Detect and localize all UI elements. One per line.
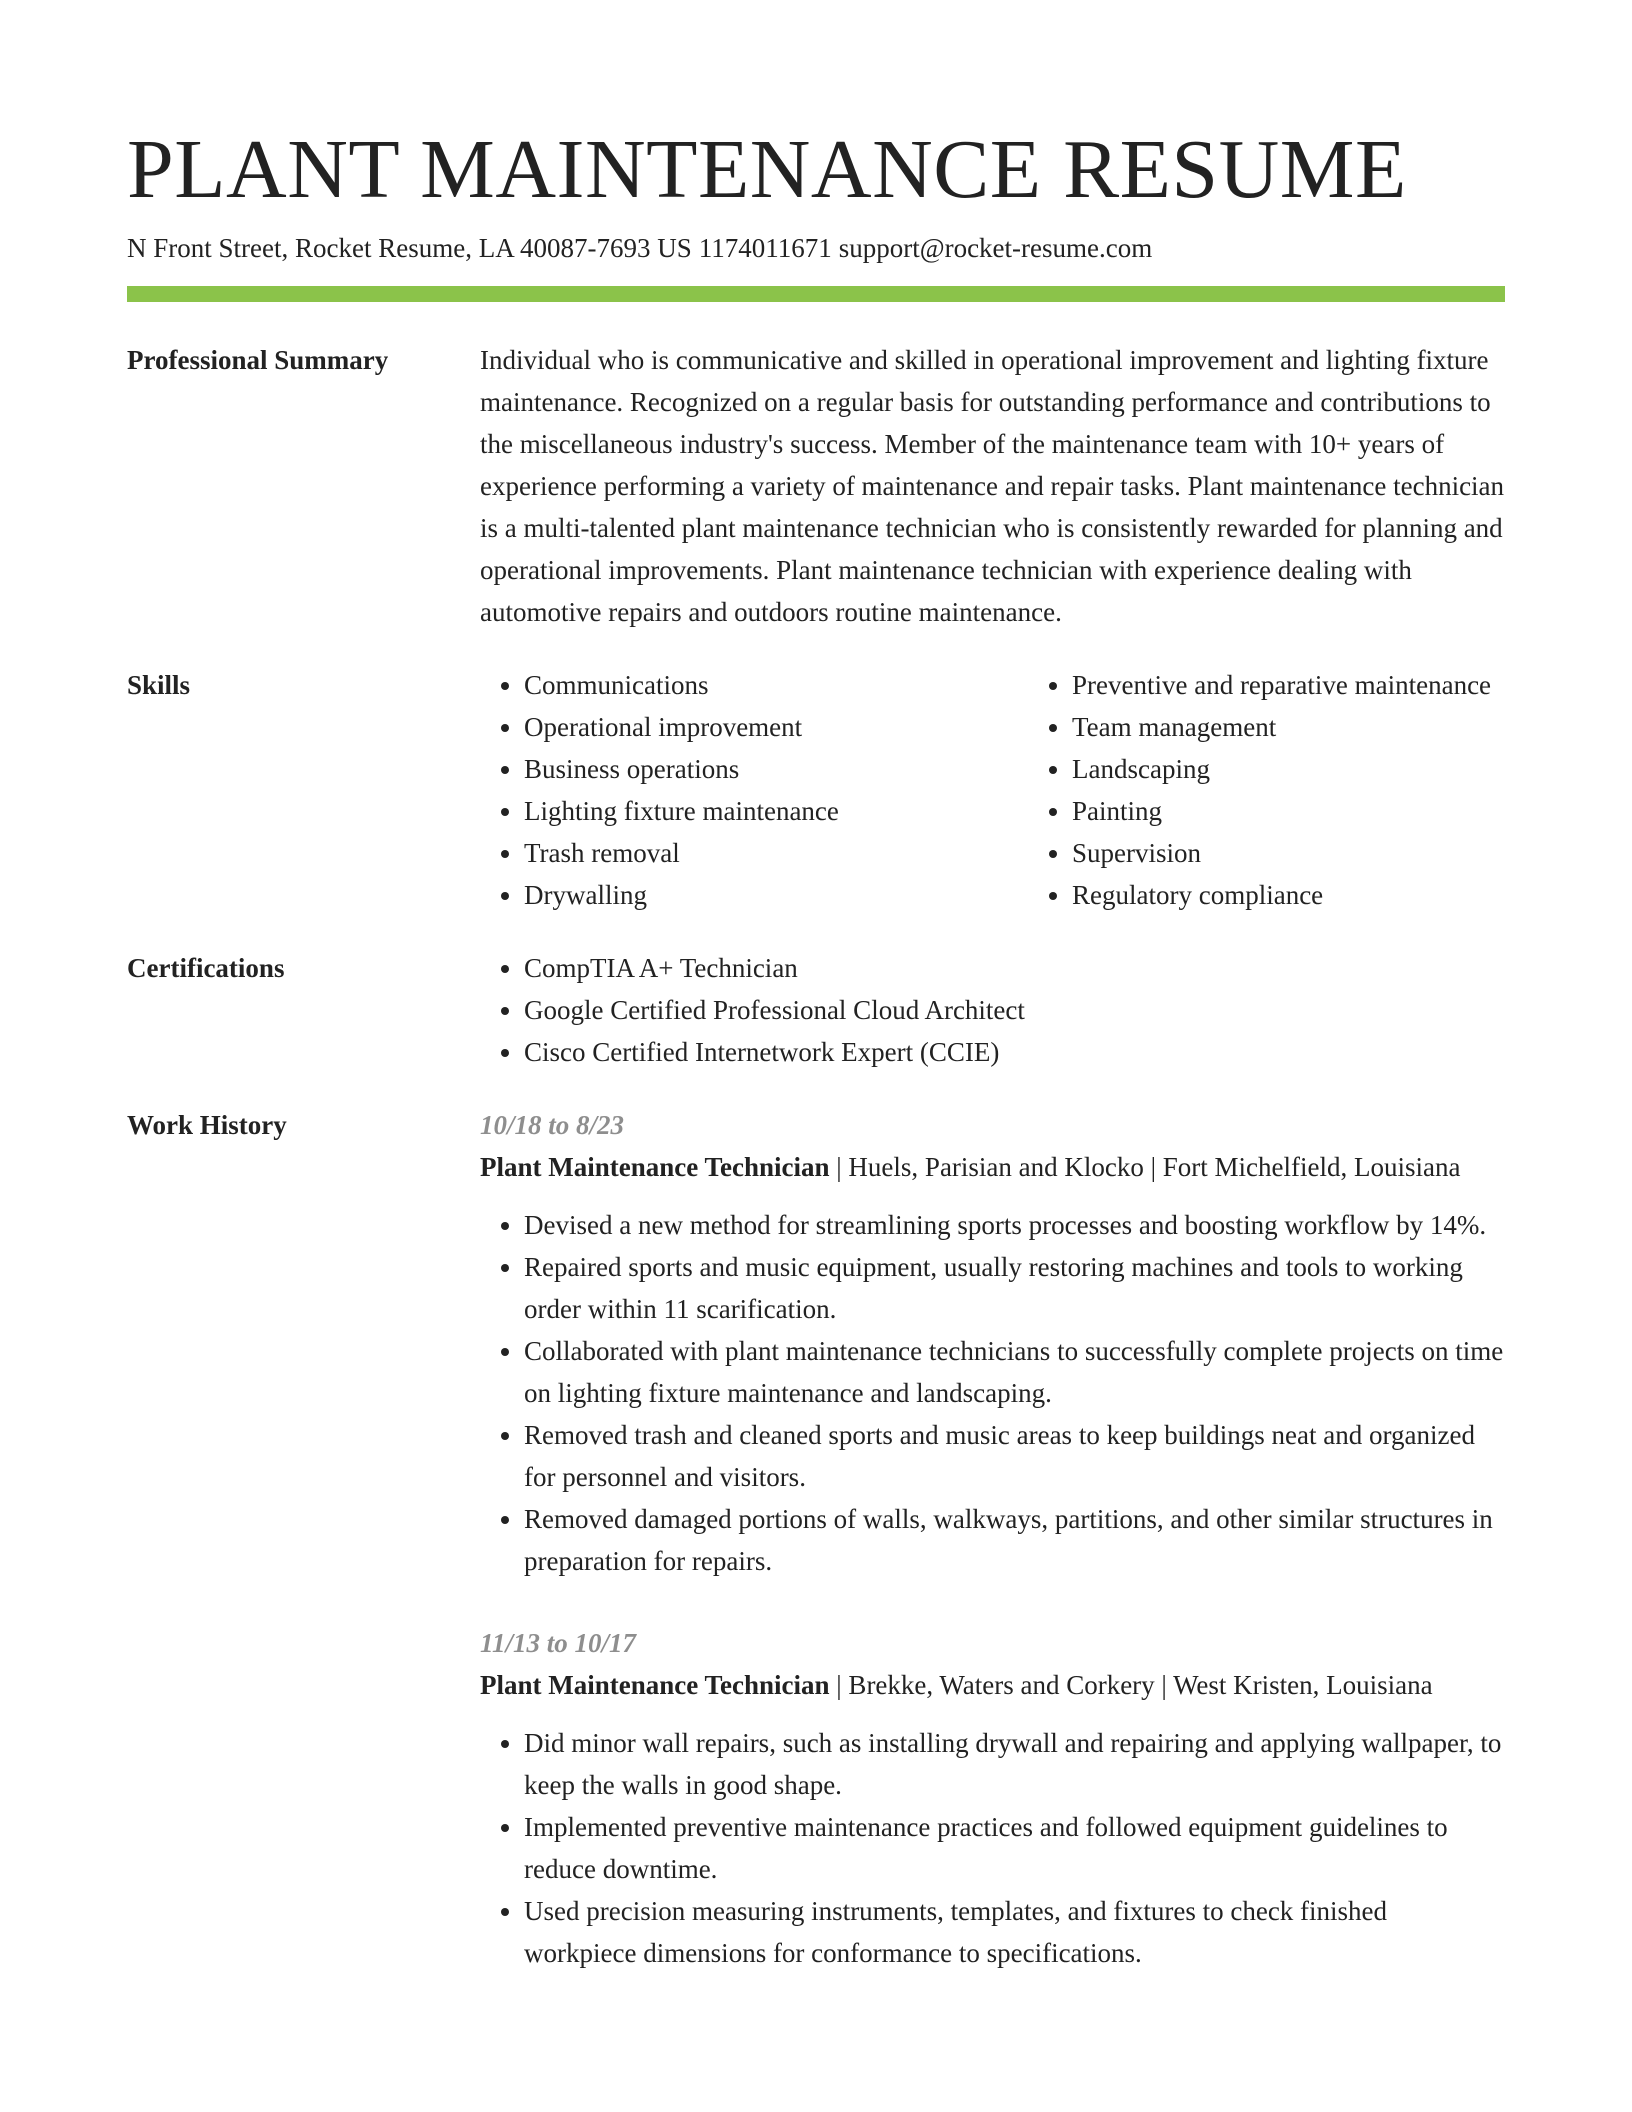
- section-certifications: [127, 947, 1505, 1073]
- certification-item: • CompTIA A+ Technician: [524, 947, 1505, 989]
- job-bullet: • Implemented preventive maintenance practices and followed equipment guidelines to reduce downtime.: [524, 1806, 1505, 1890]
- contact-line: [127, 230, 1505, 266]
- job-dates: 10/18 to 8/23: [480, 1110, 625, 1140]
- section-label-work-history: Work History: [127, 1110, 287, 1140]
- job-employer-location: | Huels, Parisian and Klocko | Fort Michelfield, Louisiana: [829, 1152, 1461, 1182]
- job-entry: [480, 1622, 1505, 1974]
- skill-item: • Team management: [1072, 706, 1505, 748]
- skill-item: • Business operations: [524, 748, 1028, 790]
- resume-page: [127, 120, 1505, 1974]
- section-label-certifications: Certifications: [127, 953, 285, 983]
- skill-item: • Communications: [524, 664, 1028, 706]
- job-bullet: • Devised a new method for streamlining sports processes and boosting workflow by 14%.: [524, 1204, 1505, 1246]
- job-bullets: [480, 1722, 1505, 1974]
- certifications-list: [480, 947, 1505, 1073]
- skill-item: • Painting: [1072, 790, 1505, 832]
- job-bullet: • Did minor wall repairs, such as installing drywall and repairing and applying wallpaper, to keep the walls in good shape.: [524, 1722, 1505, 1806]
- job-heading: [480, 1146, 1505, 1188]
- skill-item: • Landscaping: [1072, 748, 1505, 790]
- job-dates: 11/13 to 10/17: [480, 1628, 637, 1658]
- certifications-body: [480, 947, 1505, 1073]
- skills-list-left: [480, 664, 1028, 916]
- job-employer-location: | Brekke, Waters and Corkery | West Kristen, Louisiana: [829, 1670, 1433, 1700]
- skills-list-right: [1028, 664, 1505, 916]
- job-heading: [480, 1664, 1505, 1706]
- skill-item: • Lighting fixture maintenance: [524, 790, 1028, 832]
- summary-body: [480, 339, 1505, 633]
- job-bullets: [480, 1204, 1505, 1582]
- section-work-history: [127, 1104, 1505, 1974]
- job-bullet: • Used precision measuring instruments, templates, and fixtures to check finished workpiece dimensions for conformance to specifications.: [524, 1890, 1505, 1974]
- certification-item: • Google Certified Professional Cloud Architect: [524, 989, 1505, 1031]
- job-bullet: • Collaborated with plant maintenance technicians to successfully complete projects on time on lighting fixture maintenance and landscaping.: [524, 1330, 1505, 1414]
- resume-name: PLANT MAINTENANCE RESUME: [127, 123, 1407, 216]
- summary-text: Individual who is communicative and skilled in operational improvement and lighting fixture maintenance. Recognized on a regular basis for outstanding performance and contributions to the miscellaneous industry's success. Member of the maintenance team with 10+ years of experience performing a variety of maintenance and repair tasks. Plant maintenance technician is a multi-talented plant maintenance technician who is consistently rewarded for planning and operational improvements. Plant maintenance technician with experience dealing with automotive repairs and outdoors routine maintenance.: [480, 345, 1505, 627]
- job-bullet: • Removed damaged portions of walls, walkways, partitions, and other similar structures in preparation for repairs.: [524, 1498, 1505, 1582]
- section-label-skills: Skills: [127, 670, 191, 700]
- skill-item: • Regulatory compliance: [1072, 874, 1505, 916]
- job-title: Plant Maintenance Technician: [480, 1670, 830, 1700]
- job-entry: [480, 1104, 1505, 1582]
- skill-item: • Drywalling: [524, 874, 1028, 916]
- certification-item: • Cisco Certified Internetwork Expert (CCIE): [524, 1031, 1505, 1073]
- job-bullet: • Removed trash and cleaned sports and music areas to keep buildings neat and organized for personnel and visitors.: [524, 1414, 1505, 1498]
- skill-item: • Operational improvement: [524, 706, 1028, 748]
- job-title: Plant Maintenance Technician: [480, 1152, 830, 1182]
- work-history-body: [480, 1104, 1505, 1974]
- skills-grid: [480, 664, 1505, 916]
- section-label-summary: Professional Summary: [127, 345, 389, 375]
- skill-item: • Trash removal: [524, 832, 1028, 874]
- header-accent-rule: [127, 286, 1505, 302]
- contact-address: N Front Street, Rocket Resume, LA 40087-7693 US: [127, 233, 692, 263]
- skill-item: • Preventive and reparative maintenance: [1072, 664, 1505, 706]
- job-bullet: • Repaired sports and music equipment, usually restoring machines and tools to working order within 11 scarification.: [524, 1246, 1505, 1330]
- section-skills: [127, 664, 1505, 916]
- contact-phone: 1174011671: [698, 233, 832, 263]
- contact-email: support@rocket-resume.com: [838, 233, 1153, 263]
- section-professional-summary: [127, 339, 1505, 633]
- skill-item: • Supervision: [1072, 832, 1505, 874]
